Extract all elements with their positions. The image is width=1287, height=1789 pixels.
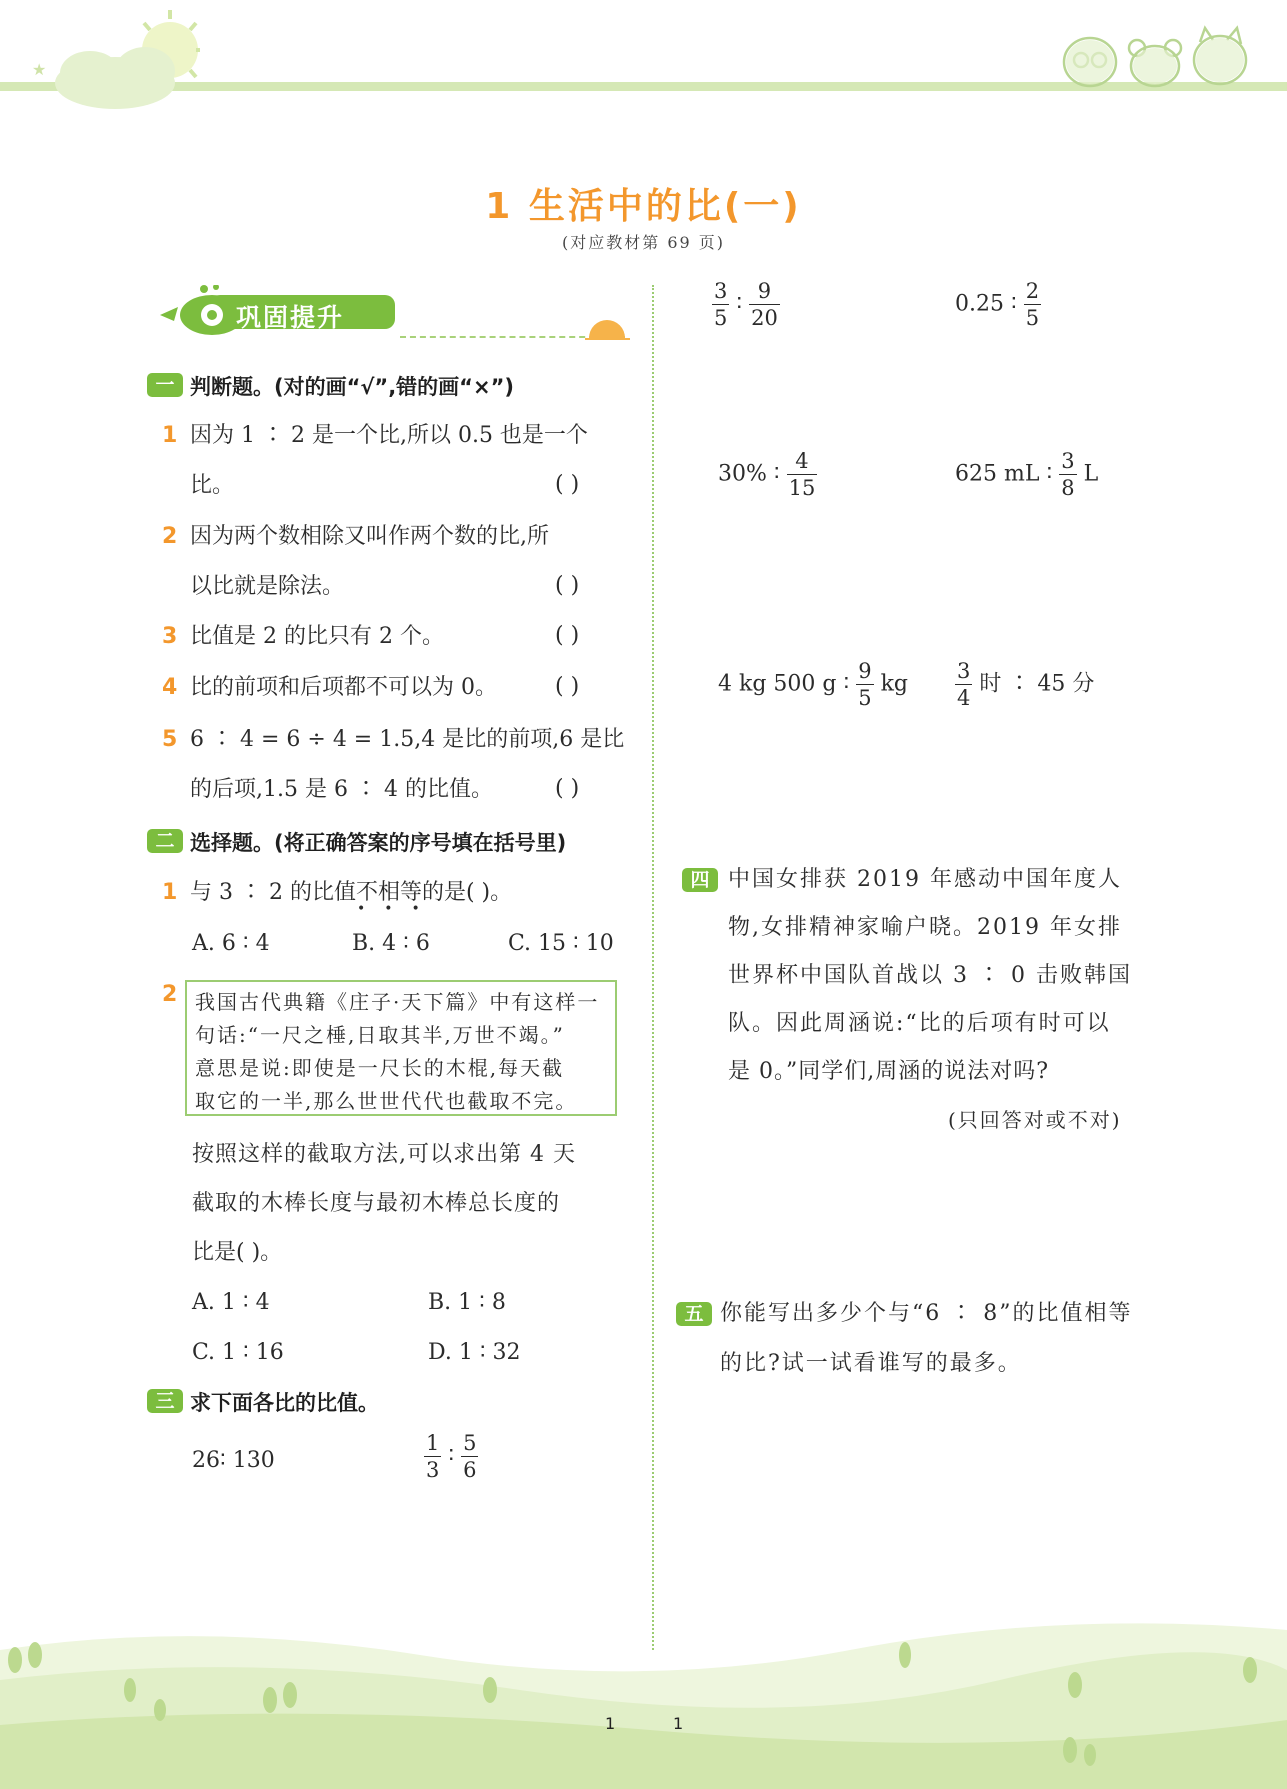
answer-parentheses[interactable]: ( ) xyxy=(555,776,580,801)
question-text: 比。 xyxy=(190,473,235,498)
question-number: 2 xyxy=(162,524,178,549)
question-number: 2 xyxy=(162,982,178,1007)
question-text: 以比就是除法。 xyxy=(190,574,345,599)
question-text: 6 ∶ 4 = 6 ÷ 4 = 1.5,4 是比的前项,6 是比 xyxy=(190,727,625,752)
question-text: 比的前项和后项都不可以为 0。 xyxy=(190,675,497,700)
fraction: $\frac{3}{5}$ xyxy=(714,279,728,330)
section-1-heading: 判断题。(对的画“√”,错的画“×”) xyxy=(190,375,514,399)
quote-line: 意思是说:即使是一尺长的木棍,每天截 xyxy=(195,1056,565,1080)
ratio-expression: 4 kg 500 g ∶ $\frac{9}{5}$ kg xyxy=(718,659,908,710)
fraction: $\frac{9}{5}$ xyxy=(858,659,872,710)
question-text: 因为 1 ∶ 2 是一个比,所以 0.5 也是一个 xyxy=(190,423,588,448)
section-3-heading: 求下面各比的比值。 xyxy=(190,1391,379,1415)
page-number-right: 1 xyxy=(673,1714,684,1733)
ratio-expression: $\frac{3}{5}$ ∶ $\frac{9}{20}$ xyxy=(714,279,778,330)
question-text: 是 0。”同学们,周涵的说法对吗? xyxy=(728,1059,1050,1084)
option-c[interactable]: C. 15 ∶ 10 xyxy=(508,931,614,956)
question-number: 1 xyxy=(162,423,178,448)
question-text: 比值是 2 的比只有 2 个。 xyxy=(190,624,444,649)
question-text: 你能写出多少个与“6 ∶ 8”的比值相等 xyxy=(720,1301,1133,1326)
fraction: $\frac{3}{8}$ xyxy=(1061,449,1075,500)
emphasis-text: 不相等 xyxy=(355,880,422,905)
page-number-left: 1 xyxy=(605,1714,616,1733)
option-b[interactable]: B. 1 ∶ 8 xyxy=(428,1290,506,1315)
answer-parentheses[interactable]: ( ) xyxy=(555,674,580,699)
question-text: 与 3 ∶ 2 的比值不相等的是( )。 xyxy=(190,880,513,905)
quote-box xyxy=(185,980,617,1116)
ratio-expression: $\frac{1}{3}$ ∶ $\frac{5}{6}$ xyxy=(426,1431,477,1482)
question-text: 按照这样的截取方法,可以求出第 4 天 xyxy=(192,1142,576,1167)
question-text: 比是( )。 xyxy=(192,1240,283,1265)
fraction: $\frac{2}{5}$ xyxy=(1025,279,1040,330)
fraction: $\frac{9}{20}$ xyxy=(751,279,778,330)
page-title: 1 生活中的比(一) xyxy=(485,186,802,227)
column-divider xyxy=(652,285,654,1650)
ratio-expression: 0.25 ∶ $\frac{2}{5}$ xyxy=(955,279,1040,330)
fraction: $\frac{5}{6}$ xyxy=(463,1431,477,1482)
option-d[interactable]: D. 1 ∶ 32 xyxy=(428,1340,521,1365)
answer-parentheses[interactable]: ( ) xyxy=(555,573,580,598)
ratio-expression: 30% ∶ $\frac{4}{15}$ xyxy=(718,449,816,500)
cloud-sun-icon xyxy=(20,5,200,110)
svg-text:★: ★ xyxy=(32,60,47,79)
question-text: 截取的木棒长度与最初木棒总长度的 xyxy=(192,1191,561,1216)
question-text: 世界杯中国队首战以 3 ∶ 0 击败韩国 xyxy=(728,963,1132,988)
quote-line: 句话:“一尺之棰,日取其半,万世不竭。” xyxy=(195,1023,565,1047)
ratio-expression: 26∶ 130 xyxy=(192,1448,275,1473)
ratio-expression: $\frac{3}{4}$ 时 ∶ 45 分 xyxy=(957,659,1095,710)
option-a[interactable]: A. 6 ∶ 4 xyxy=(192,931,270,956)
consolidate-label: 巩固提升 xyxy=(236,303,345,332)
question-text: 中国女排获 2019 年感动中国年度人 xyxy=(728,867,1122,892)
landscape-footer xyxy=(0,1610,1287,1789)
section-2-heading: 选择题。(将正确答案的序号填在括号里) xyxy=(190,831,567,855)
question-number: 3 xyxy=(162,624,178,649)
question-text: 因为两个数相除又叫作两个数的比,所 xyxy=(190,524,549,549)
quote-line: 取它的一半,那么世世代代也截取不完。 xyxy=(195,1089,578,1113)
sunset-icon xyxy=(585,312,630,342)
question-text: 物,女排精神家喻户晓。2019 年女排 xyxy=(728,915,1122,940)
option-b[interactable]: B. 4 ∶ 6 xyxy=(352,931,430,956)
question-text: 的比?试一试看谁写的最多。 xyxy=(720,1351,1022,1376)
question-text: 队。因此周涵说:“比的后项有时可以 xyxy=(728,1011,1111,1036)
answer-parentheses[interactable]: ( ) xyxy=(555,472,580,497)
question-text: 的后项,1.5 是 6 ∶ 4 的比值。 xyxy=(190,777,493,802)
page-subtitle: (对应教材第 69 页) xyxy=(561,233,726,252)
option-c[interactable]: C. 1 ∶ 16 xyxy=(192,1340,284,1365)
ratio-expression: 625 mL ∶ $\frac{3}{8}$ L xyxy=(955,449,1099,500)
question-number: 4 xyxy=(162,675,178,700)
emphasis-dots: ••• xyxy=(357,901,439,917)
section-tag-2: 二 xyxy=(147,829,183,853)
quote-line: 我国古代典籍《庄子·天下篇》中有这样一 xyxy=(195,990,600,1014)
question-number: 1 xyxy=(162,880,178,905)
fraction: $\frac{3}{4}$ xyxy=(957,659,971,710)
section-tag-5: 五 xyxy=(676,1302,712,1326)
option-a[interactable]: A. 1 ∶ 4 xyxy=(192,1290,270,1315)
cartoon-animals-icon xyxy=(1055,20,1255,90)
answer-note: (只回答对或不对) xyxy=(948,1108,1122,1132)
fraction: $\frac{1}{3}$ xyxy=(426,1431,440,1482)
question-number: 5 xyxy=(162,727,178,752)
fraction: $\frac{4}{15}$ xyxy=(788,449,816,500)
answer-parentheses[interactable]: ( ) xyxy=(555,623,580,648)
section-tag-4: 四 xyxy=(682,868,718,892)
section-tag-1: 一 xyxy=(147,373,183,397)
section-tag-3: 三 xyxy=(147,1389,183,1413)
